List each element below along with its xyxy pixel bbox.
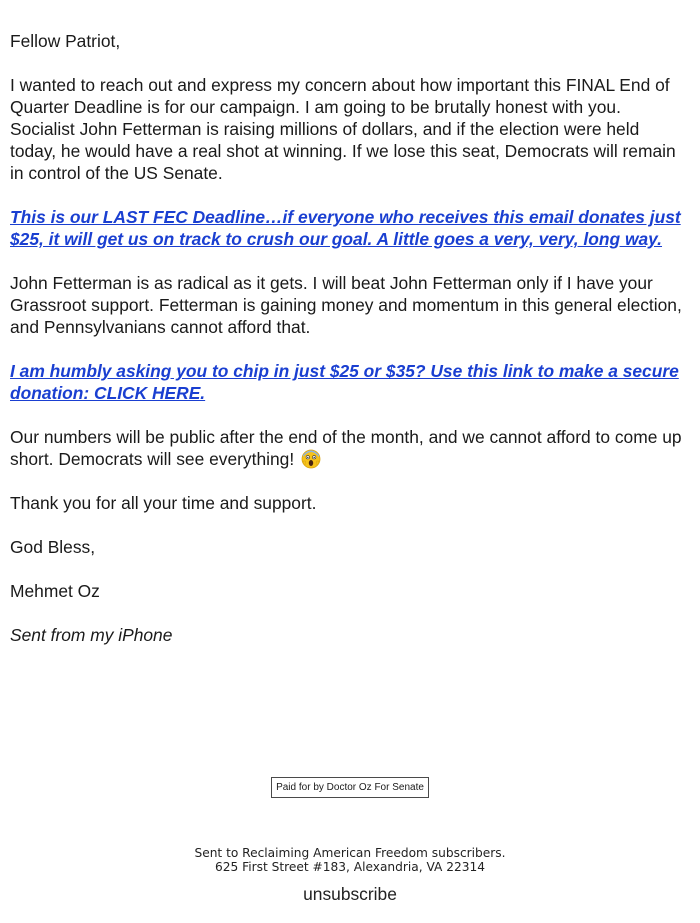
fec-deadline-donate-link[interactable]: This is our LAST FEC Deadline…if everyone who receives this email donates just $25, it will get us on track to crush our goal. A little goes a very, very, long way.: [10, 207, 681, 249]
paragraph-numbers: [10, 426, 690, 470]
closing-line: God Bless,: [10, 537, 96, 557]
greeting: Fellow Patriot,: [10, 31, 121, 51]
paragraph-radical: John Fetterman is as radical as it gets. I will beat John Fetterman only if I have your Grassroot support. Fetterman is gaining money and momentum in this general election, and Pennsylvanians cannot afford that.: [10, 273, 682, 337]
thanks-line: Thank you for all your time and support.: [10, 493, 317, 513]
mobile-signature: Sent from my iPhone: [10, 625, 173, 645]
paid-for-disclaimer-box: Paid for by Doctor Oz For Senate: [271, 777, 429, 798]
sender-name: Mehmet Oz: [10, 581, 100, 601]
fec-deadline-paragraph: [10, 206, 690, 250]
paragraph-concern: I wanted to reach out and express my concern about how important this FINAL End of Quarter Deadline is for our campaign. I am going to be brutally honest with you. Socialist John Fetterman is raising millions of dollars, and if the election were held today, he would have a real shot at winning. If we lose this seat, Democrats will remain in control of the US Senate.: [10, 75, 676, 183]
footer-address: 625 First Street #183, Alexandria, VA 22314: [214, 860, 486, 874]
email-body: [10, 30, 690, 668]
chip-in-paragraph: [10, 360, 690, 404]
footer-sent-to: Sent to Reclaiming American Freedom subscribers.: [194, 846, 506, 860]
paragraph-numbers-text: Our numbers will be public after the end of the month, and we cannot afford to come up short. Democrats will see everything!: [10, 427, 682, 469]
chip-in-donate-link[interactable]: I am humbly asking you to chip in just $25 or $35? Use this link to make a secure donation: CLICK HERE.: [10, 361, 679, 403]
footer: [0, 846, 700, 874]
unsubscribe-link[interactable]: unsubscribe: [303, 884, 397, 904]
screaming-in-fear-emoji-icon: [301, 449, 321, 469]
